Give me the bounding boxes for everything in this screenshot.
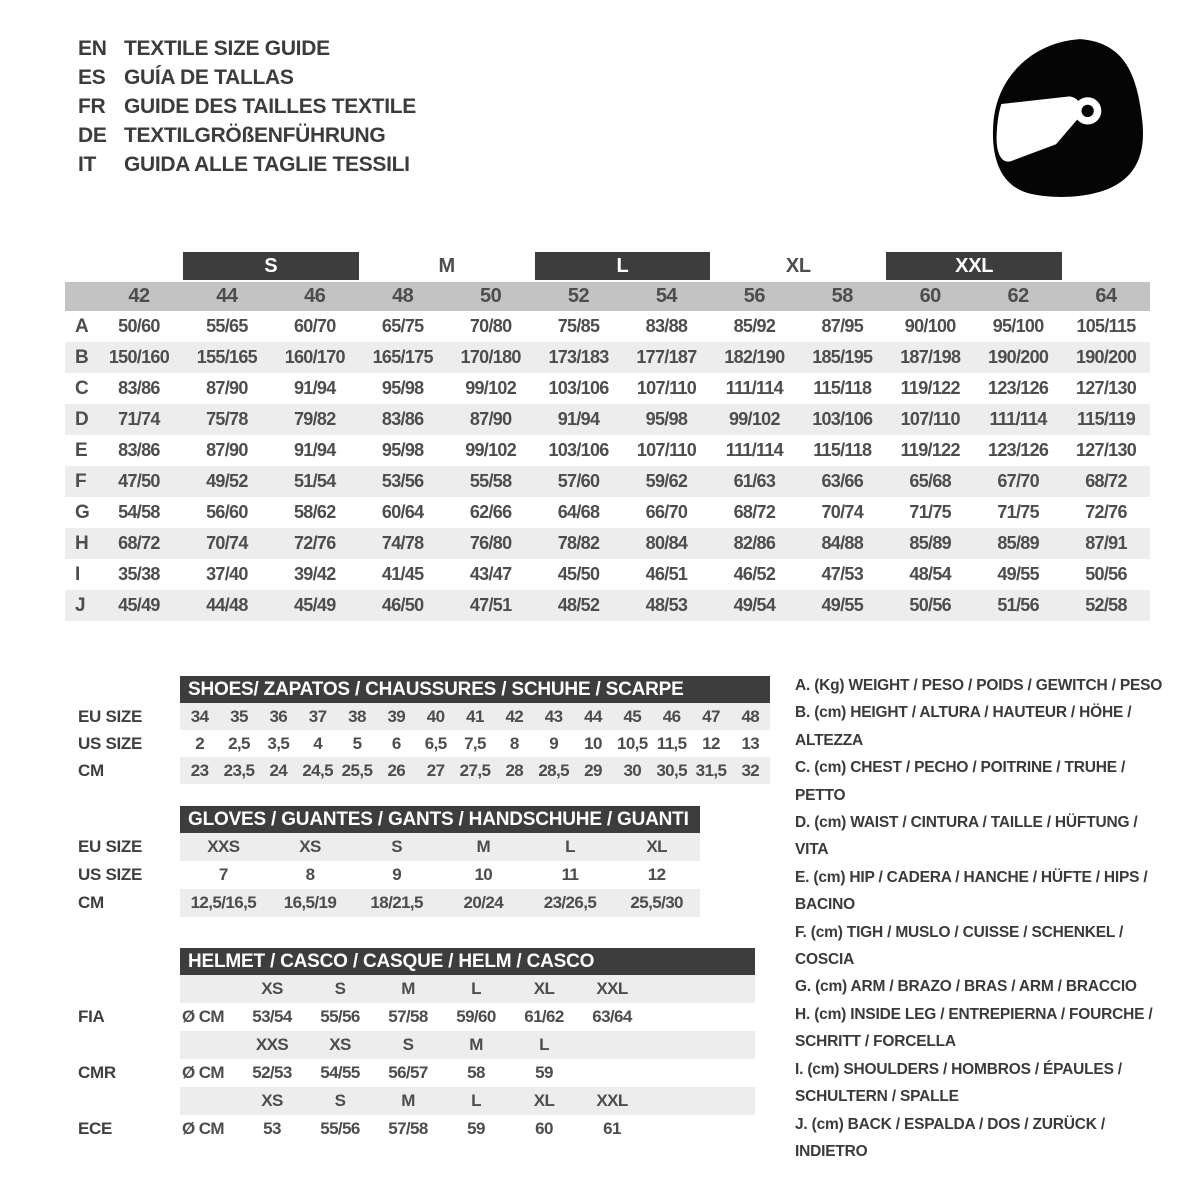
helmet-header-bar: HELMET / CASCO / CASQUE / HELM / CASCO [180, 948, 755, 975]
size-value: 75/85 [557, 316, 600, 336]
size-value: 18/21,5 [370, 893, 423, 912]
size-value: 23/26,5 [543, 893, 597, 912]
size-value: 12 [647, 865, 666, 884]
lang-row-en [78, 34, 416, 63]
helmet-size: XS [261, 979, 283, 998]
size-value: 45/50 [557, 564, 600, 584]
size-value: 83/86 [118, 440, 160, 460]
helmet-value: 59 [467, 1119, 485, 1138]
size-value: 95/98 [381, 440, 424, 460]
size-value: 170/180 [460, 347, 521, 367]
size-number: 42 [128, 285, 150, 307]
size-value: 13 [741, 734, 760, 753]
size-value: 95/98 [381, 378, 424, 398]
diameter-unit: Ø CM [182, 1119, 224, 1138]
helmet-size: S [402, 1035, 414, 1054]
racing-helmet-icon [982, 34, 1154, 203]
helmet-size: XXS [255, 1035, 289, 1054]
size-value: 72/76 [1085, 502, 1127, 522]
size-value: 111/114 [725, 440, 783, 460]
size-value: M [476, 837, 491, 856]
size-value: 87/91 [1085, 533, 1127, 553]
size-value: 85/89 [997, 533, 1039, 553]
size-number: 60 [919, 285, 941, 307]
size-value: 12,5/16,5 [190, 893, 257, 912]
size-group-s: S [183, 252, 359, 280]
size-value: 3,5 [267, 734, 290, 753]
row-label-i: I [75, 564, 81, 585]
helmet-size: L [471, 979, 481, 998]
row-label-cm: CM [78, 893, 104, 912]
gloves-size-table [78, 806, 700, 917]
size-number: 54 [655, 285, 678, 307]
size-value: 2,5 [228, 734, 250, 753]
size-value: 10,5 [616, 734, 648, 753]
helmet-value: 55/56 [320, 1007, 360, 1026]
size-value: 26 [387, 761, 406, 780]
size-number: 62 [1007, 285, 1029, 307]
size-value: 46 [662, 707, 681, 726]
size-value: 27 [426, 761, 445, 780]
size-value: 6,5 [424, 734, 447, 753]
size-value: 119/122 [900, 378, 960, 398]
size-value: 99/102 [465, 440, 517, 460]
size-value: 75/78 [206, 409, 248, 429]
size-value: 44 [584, 707, 602, 726]
size-value: 59/62 [645, 471, 688, 491]
helmet-value: 61/62 [524, 1007, 564, 1026]
size-value: 2 [195, 734, 205, 753]
size-value: 107/110 [636, 440, 697, 460]
size-value: S [391, 837, 403, 856]
row-label-j: J [75, 595, 86, 616]
size-value: 39 [387, 707, 406, 726]
size-value: 190/200 [1075, 347, 1137, 367]
size-value: 32 [741, 761, 760, 780]
size-value: 49/54 [733, 595, 776, 615]
row-label-cm: CM [78, 761, 104, 780]
helmet-value: 54/55 [320, 1063, 360, 1082]
size-value: 76/80 [469, 533, 512, 553]
size-value: 80/84 [645, 533, 688, 553]
size-value: 51/54 [294, 471, 336, 491]
helmet-value: 58 [467, 1063, 485, 1082]
size-value: 52/58 [1085, 595, 1127, 615]
size-value: 115/119 [1076, 409, 1136, 429]
legend-item-d: D. (cm) WAIST / CINTURA / TAILLE / HÜFTUNG / VITA [795, 814, 1138, 859]
helmet-size: M [401, 1091, 415, 1110]
size-value: 105/115 [1076, 316, 1136, 336]
size-value: 35 [230, 707, 248, 726]
size-number: 48 [392, 285, 414, 307]
size-value: 43 [544, 707, 563, 726]
size-value: 46/52 [733, 564, 776, 584]
helmet-value: 55/56 [320, 1119, 360, 1138]
size-value: 56/60 [206, 502, 248, 522]
helmet-value: 53/54 [252, 1007, 292, 1026]
size-value: 70/74 [821, 502, 864, 522]
size-value: 29 [584, 761, 602, 780]
row-label-b: B [75, 347, 89, 368]
helmet-value: 59 [535, 1063, 553, 1082]
size-value: 68/72 [733, 502, 776, 522]
helmet-size: M [401, 979, 415, 998]
size-value: 49/55 [997, 564, 1039, 584]
size-value: 36 [269, 707, 288, 726]
helmet-size: L [539, 1035, 549, 1054]
size-value: 25,5 [341, 761, 373, 780]
size-value: 66/70 [645, 502, 688, 522]
size-value: 103/106 [548, 378, 609, 398]
lang-title: GUIDA ALLE TAGLIE TESSILI [124, 153, 410, 176]
size-value: 24,5 [302, 761, 333, 780]
size-value: 45 [623, 707, 642, 726]
helmet-value: 60 [535, 1119, 553, 1138]
helmet-value: 56/57 [388, 1063, 428, 1082]
size-value: 71/75 [909, 502, 951, 522]
row-label-g: G [75, 502, 90, 523]
size-value: XS [299, 837, 321, 856]
lang-title: TEXTILE SIZE GUIDE [124, 37, 330, 60]
size-value: 83/86 [381, 409, 424, 429]
size-value: 87/90 [469, 409, 512, 429]
size-value: 119/122 [900, 440, 960, 460]
row-label-d: D [75, 409, 89, 430]
size-value: 45/49 [118, 595, 160, 615]
size-group-xxl: XXL [886, 252, 1062, 280]
diameter-unit: Ø CM [182, 1063, 224, 1082]
size-value: 115/118 [813, 378, 872, 398]
size-value: 95/98 [645, 409, 688, 429]
size-value: 70/74 [206, 533, 248, 553]
helmet-size: M [469, 1035, 483, 1054]
size-value: 85/89 [909, 533, 951, 553]
size-value: 150/160 [108, 347, 170, 367]
size-value: 91/94 [294, 440, 336, 460]
size-value: 72/76 [294, 533, 336, 553]
helmet-size: XL [533, 979, 555, 998]
size-value: 12 [702, 734, 720, 753]
gloves-header-bar: GLOVES / GUANTES / GANTS / HANDSCHUHE / GUANTI [180, 806, 700, 833]
size-value: 115/118 [813, 440, 872, 460]
size-value: 111/114 [989, 409, 1047, 429]
size-value: 24 [269, 761, 288, 780]
size-number: 50 [479, 285, 502, 307]
size-value: 74/78 [381, 533, 424, 553]
size-value: 49/55 [821, 595, 864, 615]
row-label-us-size: US SIZE [78, 865, 143, 884]
legend-item-a: A. (Kg) WEIGHT / PESO / POIDS / GEWITCH / PESO [795, 677, 1163, 694]
size-value: 47/50 [118, 471, 160, 491]
size-value: 44/48 [206, 595, 248, 615]
lang-code: ES [78, 66, 106, 89]
main-size-table [65, 252, 1150, 621]
size-value: 84/88 [821, 533, 864, 553]
size-value: 103/106 [548, 440, 609, 460]
size-value: 8 [509, 734, 519, 753]
legend-item-j: J. (cm) BACK / ESPALDA / DOS / ZURÜCK / INDIETRO [795, 1115, 1105, 1160]
size-value: 54/58 [118, 502, 160, 522]
size-value: 43/47 [469, 564, 512, 584]
legend-item-b: B. (cm) HEIGHT / ALTURA / HAUTEUR / HÖHE / ALTEZZA [795, 704, 1132, 749]
size-value: 51/56 [997, 595, 1039, 615]
size-value: 41 [466, 707, 484, 726]
size-value: 10 [474, 865, 493, 884]
size-value: 127/130 [1075, 378, 1137, 398]
size-value: 48 [741, 707, 760, 726]
size-value: 60/64 [381, 502, 424, 522]
size-value: 42 [505, 707, 524, 726]
size-value: 34 [190, 707, 209, 726]
size-value: 111/114 [725, 378, 783, 398]
helmet-size: S [334, 1091, 346, 1110]
size-value: 53/56 [381, 471, 424, 491]
standard-label-fia: FIA [78, 1007, 105, 1026]
size-value: 87/90 [206, 378, 248, 398]
size-value: 99/102 [465, 378, 517, 398]
lang-row-es [78, 63, 416, 92]
size-value: 78/82 [557, 533, 600, 553]
size-value: 37/40 [206, 564, 248, 584]
lang-code: IT [78, 153, 97, 176]
size-value: 62/66 [469, 502, 512, 522]
language-titles [78, 34, 416, 179]
helmet-value: 53 [263, 1119, 281, 1138]
size-value: 177/187 [636, 347, 697, 367]
size-value: 47/51 [469, 595, 512, 615]
size-value: 35/38 [118, 564, 160, 584]
size-value: 58/62 [294, 502, 336, 522]
size-value: L [565, 837, 575, 856]
size-value: 46/51 [645, 564, 688, 584]
size-value: 155/165 [196, 347, 257, 367]
size-value: 57/60 [557, 471, 600, 491]
helmet-size: XS [261, 1091, 283, 1110]
row-label-f: F [75, 471, 87, 492]
row-label-h: H [75, 533, 89, 554]
helmet-value: 61 [603, 1119, 621, 1138]
size-value: 103/106 [812, 409, 873, 429]
size-value: 67/70 [997, 471, 1039, 491]
size-value: 87/90 [206, 440, 248, 460]
size-value: 7,5 [464, 734, 486, 753]
legend-item-g: G. (cm) ARM / BRAZO / BRAS / ARM / BRACCIO [795, 978, 1137, 996]
size-value: 8 [305, 865, 315, 884]
size-value: 27,5 [459, 761, 491, 780]
legend-item-h: H. (cm) INSIDE LEG / ENTREPIERNA / FOURCHE / SCHRITT / FORCELLA [795, 1005, 1153, 1051]
size-value: 190/200 [988, 347, 1049, 367]
size-value: 40 [426, 707, 445, 726]
size-value: 10 [584, 734, 602, 753]
measurement-legend [795, 672, 1173, 1165]
size-value: 9 [392, 865, 402, 884]
shoes-header-bar: SHOES/ ZAPATOS / CHAUSSURES / SCHUHE / SCARPE [180, 676, 770, 703]
size-value: 107/110 [900, 409, 960, 429]
helmet-value: 59/60 [456, 1007, 496, 1026]
size-number: 52 [567, 285, 590, 307]
size-value: 5 [352, 734, 362, 753]
size-value: 91/94 [557, 409, 600, 429]
size-value: 60/70 [294, 316, 336, 336]
size-value: 38 [348, 707, 366, 726]
size-value: 165/175 [372, 347, 433, 367]
size-value: 25,5/30 [630, 893, 683, 912]
size-value: 65/68 [909, 471, 951, 491]
diameter-unit: Ø CM [182, 1007, 224, 1026]
size-value: 55/58 [469, 471, 512, 491]
size-value: 16,5/19 [283, 893, 337, 912]
row-label-a: A [75, 316, 89, 337]
size-number: 64 [1095, 285, 1117, 307]
lang-title: GUÍA DE TALLAS [124, 66, 294, 89]
size-group-m: M [438, 255, 455, 277]
size-value: 123/126 [988, 440, 1049, 460]
lang-row-fr [78, 92, 416, 121]
size-value: 61/63 [733, 471, 776, 491]
size-value: 28,5 [538, 761, 569, 780]
row-label-eu-size: EU SIZE [78, 837, 143, 856]
size-value: 30 [623, 761, 642, 780]
size-value: 48/52 [557, 595, 600, 615]
size-value: 47 [702, 707, 720, 726]
size-value: 28 [505, 761, 524, 780]
size-value: 50/56 [909, 595, 951, 615]
size-value: 39/42 [294, 564, 336, 584]
size-value: 7 [218, 865, 228, 884]
lang-row-it [78, 150, 416, 179]
size-value: 85/92 [733, 316, 776, 336]
size-value: 127/130 [1075, 440, 1137, 460]
size-value: 4 [313, 734, 323, 753]
size-value: 68/72 [118, 533, 160, 553]
size-value: 83/86 [118, 378, 160, 398]
size-value: 182/190 [724, 347, 785, 367]
lang-code: FR [78, 95, 106, 118]
size-group-l: L [535, 252, 711, 280]
size-value: 70/80 [469, 316, 512, 336]
size-value: 95/100 [992, 316, 1044, 336]
size-value: 11,5 [656, 734, 687, 753]
helmet-size-table [78, 948, 755, 1143]
size-value: 173/183 [548, 347, 609, 367]
legend-item-f: F. (cm) TIGH / MUSLO / CUISSE / SCHENKEL / COSCIA [795, 923, 1124, 969]
size-value: 30,5 [656, 761, 687, 780]
size-value: 83/88 [645, 316, 688, 336]
helmet-size: XXL [596, 979, 628, 998]
legend-item-e: E. (cm) HIP / CADERA / HANCHE / HÜFTE / HIPS / BACINO [795, 868, 1148, 914]
row-label-e: E [75, 440, 88, 461]
size-value: 50/60 [118, 316, 160, 336]
size-value: 65/75 [381, 316, 424, 336]
size-value: 41/45 [381, 564, 424, 584]
standard-label-cmr: CMR [78, 1063, 116, 1082]
size-number: 46 [304, 285, 326, 307]
helmet-value: 63/64 [592, 1007, 632, 1026]
helmet-size: XL [533, 1091, 555, 1110]
size-value: 71/75 [997, 502, 1039, 522]
size-value: 64/68 [557, 502, 600, 522]
size-value: XXS [207, 837, 240, 856]
size-value: 50/56 [1085, 564, 1127, 584]
size-value: 87/95 [821, 316, 864, 336]
size-value: 187/198 [900, 347, 961, 367]
legend-item-i: I. (cm) SHOULDERS / HOMBROS / ÉPAULES / SCHULTERN / SPALLE [795, 1060, 1122, 1106]
helmet-size: XXL [596, 1091, 628, 1110]
row-label-eu-size: EU SIZE [78, 707, 143, 726]
size-value: 160/170 [284, 347, 345, 367]
size-number: 44 [216, 285, 238, 307]
size-value: 47/53 [821, 564, 864, 584]
size-value: 123/126 [988, 378, 1049, 398]
row-label-us-size: US SIZE [78, 734, 143, 753]
size-value: 71/74 [118, 409, 160, 429]
lang-title: TEXTILGRÖßENFÜHRUNG [124, 124, 386, 147]
legend-item-c: C. (cm) CHEST / PECHO / POITRINE / TRUHE / PETTO [795, 759, 1126, 804]
size-value: 49/52 [206, 471, 248, 491]
lang-code: EN [78, 37, 107, 60]
shoes-size-table [78, 676, 770, 784]
size-value: 45/49 [294, 595, 336, 615]
helmet-value: 57/58 [388, 1007, 428, 1026]
size-value: 63/66 [821, 471, 864, 491]
size-value: 91/94 [294, 378, 336, 398]
standard-label-ece: ECE [78, 1119, 113, 1138]
size-value: 107/110 [636, 378, 697, 398]
size-value: 90/100 [904, 316, 956, 336]
helmet-value: 57/58 [388, 1119, 428, 1138]
lang-code: DE [78, 124, 107, 147]
size-value: 48/54 [909, 564, 951, 584]
size-value: 31,5 [695, 761, 727, 780]
row-label-c: C [75, 378, 89, 399]
size-number: 56 [743, 285, 765, 307]
size-value: 82/86 [733, 533, 776, 553]
lang-title: GUIDE DES TAILLES TEXTILE [124, 95, 416, 118]
size-value: 48/53 [645, 595, 688, 615]
size-value: 55/65 [206, 316, 248, 336]
size-value: 99/102 [728, 409, 780, 429]
size-value: 37 [308, 707, 327, 726]
size-value: 46/50 [381, 595, 424, 615]
helmet-size: XS [329, 1035, 351, 1054]
size-value: XL [646, 837, 667, 856]
lang-row-de [78, 121, 416, 150]
size-value: 11 [561, 865, 579, 884]
size-group-xl: XL [785, 255, 811, 277]
size-value: 6 [391, 734, 401, 753]
size-value: 68/72 [1085, 471, 1127, 491]
size-value: 23 [190, 761, 209, 780]
size-value: 9 [549, 734, 559, 753]
helmet-size: S [334, 979, 346, 998]
helmet-value: 52/53 [252, 1063, 292, 1082]
size-number: 58 [831, 285, 853, 307]
helmet-size: L [471, 1091, 481, 1110]
size-value: 23,5 [223, 761, 255, 780]
size-value: 185/195 [812, 347, 873, 367]
size-value: 79/82 [294, 409, 336, 429]
size-value: 20/24 [463, 893, 504, 912]
